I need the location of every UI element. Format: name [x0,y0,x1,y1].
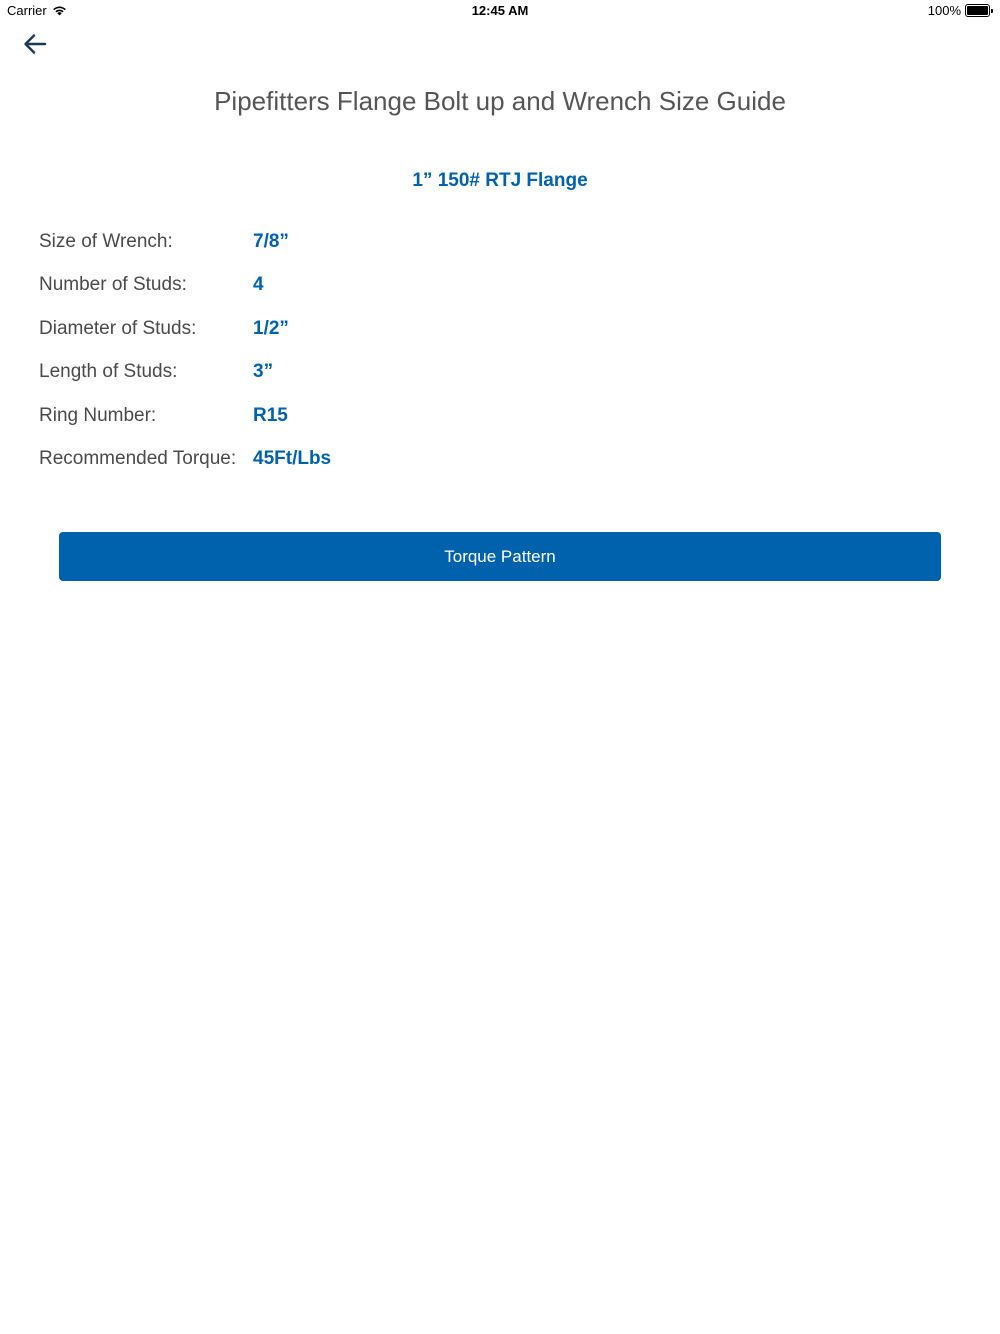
spec-value: 45Ft/Lbs [253,447,332,469]
spec-value: 7/8” [253,231,289,252]
flange-title: 1” 150# RTJ Flange [412,170,588,191]
battery-body [965,4,990,17]
spec-label: Size of Wrench: [39,231,173,252]
spec-value: 4 [253,274,264,296]
battery-icon [965,4,993,17]
torque-pattern-button[interactable]: Torque Pattern [59,532,941,581]
spec-label: Number of Studs: [39,274,187,296]
spec-row-stud-count [39,274,639,317]
spec-row-wrench-size [39,231,639,274]
spec-label: Diameter of Studs: [39,317,197,339]
battery-cap [991,9,993,13]
spec-value: R15 [253,404,288,426]
spec-label: Recommended Torque: [39,447,237,469]
spec-row-stud-length [39,361,639,404]
page-title: Pipefitters Flange Bolt up and Wrench Size Guide [214,86,786,116]
status-time: 12:45 AM [471,3,529,18]
spec-row-torque [39,448,639,491]
spec-label: Length of Studs: [39,361,178,383]
spec-value: 3” [253,361,274,383]
spec-value: 1/2” [253,317,289,339]
battery-fill [967,6,988,15]
back-button[interactable] [18,29,52,59]
spec-label: Ring Number: [39,404,157,426]
status-bar [0,0,1000,22]
spec-row-stud-diameter [39,318,639,361]
spec-row-ring-number [39,405,639,448]
spec-list [39,231,639,491]
arrow-left-icon [23,33,47,55]
carrier-label: Carrier [7,3,47,18]
battery-percent: 100% [927,3,961,18]
status-right [928,3,993,18]
